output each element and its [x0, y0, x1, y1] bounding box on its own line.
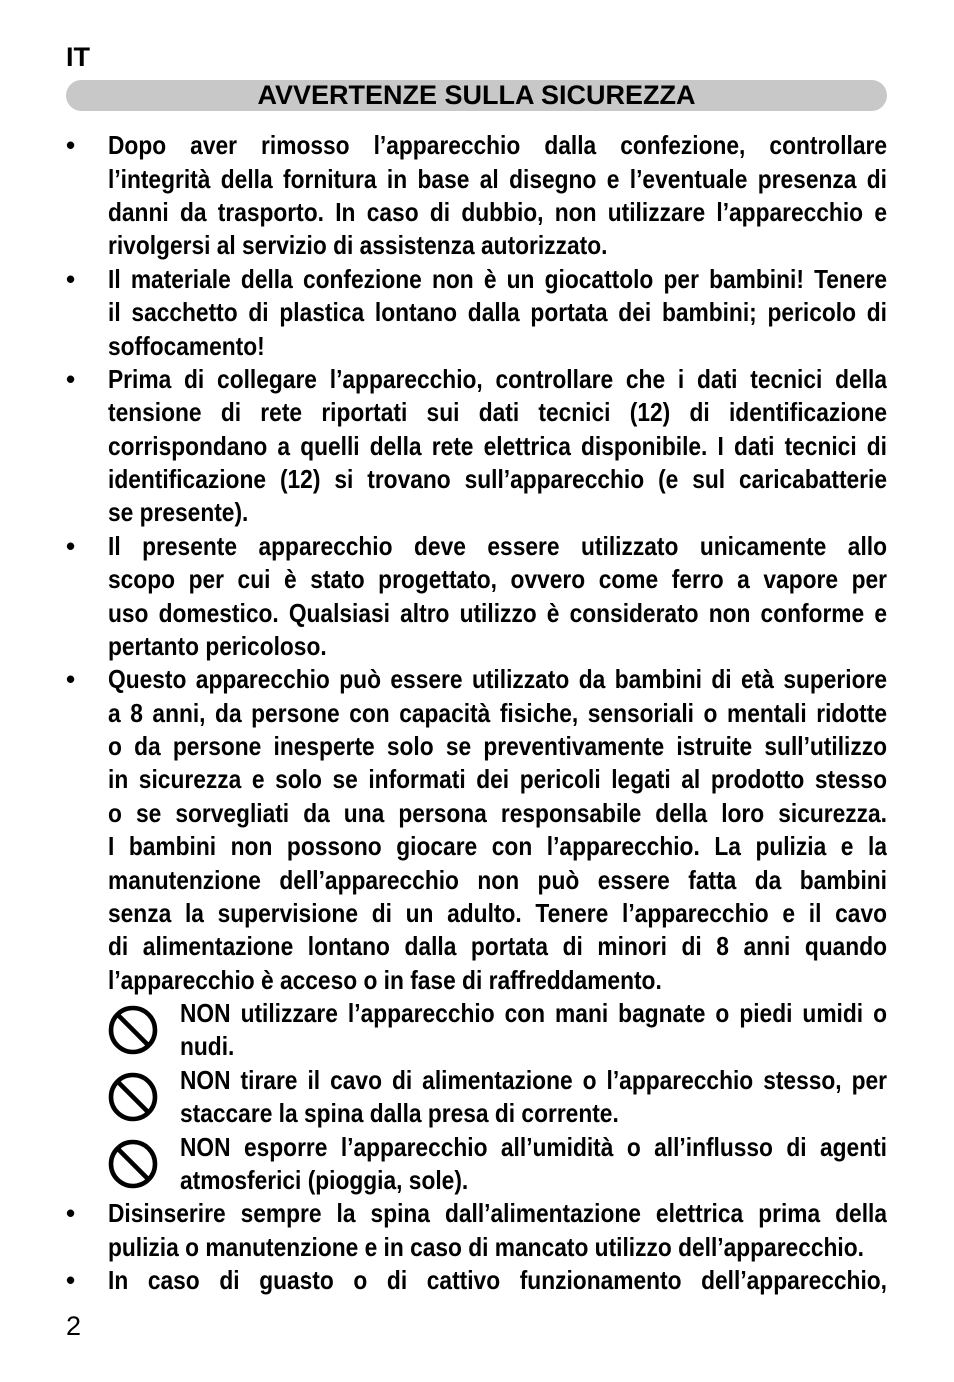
prohibition-text [180, 1131, 887, 1198]
bullet-text [108, 1197, 887, 1264]
text-line: scopo per cui è stato progettato, ovvero come ferro a vapore per [108, 564, 887, 595]
text-line: NON esporre l’apparecchio all’umidità o all’influsso di agenti [180, 1131, 887, 1162]
bullet-text [108, 263, 887, 363]
text-line: In caso di guasto o di cattivo funzionamento dell’apparecchio, [108, 1265, 887, 1296]
text-line: staccare la spina dalla presa di corrente. [180, 1098, 619, 1129]
prohibition-icon [108, 1139, 158, 1189]
bullet-marker: • [66, 130, 76, 161]
text-line: Questo apparecchio può essere utilizzato da bambini di età superiore [108, 664, 887, 695]
text-line: in sicurezza e solo se informati dei pericoli legati al prodotto stesso [108, 764, 887, 795]
safety-warnings-list [0, 129, 954, 1319]
prohibition-text [180, 997, 887, 1064]
safety-bullet-item [0, 1197, 954, 1264]
text-line: pertanto pericoloso. [108, 630, 327, 661]
bullet-marker: • [66, 530, 76, 561]
text-line: l’integrità della fornitura in base al disegno e l’eventuale presenza di [108, 163, 887, 194]
text-line: identificazione (12) si trovano sull’apparecchio (e sul caricabatterie [108, 464, 887, 495]
section-title: AVVERTENZE SULLA SICUREZZA [257, 80, 696, 110]
text-line: Il materiale della confezione non è un giocattolo per bambini! Tenere [108, 263, 887, 294]
prohibition-item [0, 1064, 954, 1131]
safety-bullet-item [0, 663, 954, 997]
text-line: I bambini non possono giocare con l’apparecchio. La pulizia e la [108, 831, 887, 862]
safety-bullet-item [0, 363, 954, 530]
text-line: pulizia o manutenzione e in caso di mancato utilizzo dell’apparecchio. [108, 1231, 864, 1262]
prohibition-icon [108, 1072, 158, 1122]
text-line: il sacchetto di plastica lontano dalla portata dei bambini; pericolo di [108, 297, 887, 328]
safety-bullet-item [0, 1264, 954, 1297]
text-line: soffocamento! [108, 330, 265, 361]
prohibition-item [0, 997, 954, 1064]
safety-bullet-item [0, 129, 954, 263]
safety-bullet-item [0, 530, 954, 664]
text-line: manutenzione dell’apparecchio non può essere fatta da bambini [108, 864, 887, 895]
text-line: NON tirare il cavo di alimentazione o l’apparecchio stesso, per [180, 1064, 887, 1095]
text-line: rivolgersi al servizio di assistenza autorizzato. [108, 230, 608, 261]
text-line: Disinserire sempre la spina dall’alimentazione elettrica prima della [108, 1198, 887, 1229]
safety-bullet-item [0, 263, 954, 363]
prohibition-text [180, 1064, 887, 1131]
text-line: a 8 anni, da persone con capacità fisiche, sensoriali o mentali ridotte [108, 697, 887, 728]
prohibition-item [0, 1131, 954, 1198]
section-title-bar [66, 80, 887, 111]
prohibition-icon [108, 1005, 158, 1055]
bullet-text [108, 129, 887, 263]
bullet-marker: • [66, 664, 76, 695]
text-line: Il presente apparecchio deve essere utilizzato unicamente allo [108, 530, 887, 561]
bullet-text [108, 663, 887, 997]
bullet-text [108, 363, 887, 530]
text-line: senza la supervisione di un adulto. Tenere l’apparecchio e il cavo [108, 897, 887, 928]
text-line: tensione di rete riportati sui dati tecnici (12) di identificazione [108, 397, 887, 428]
text-line: Dopo aver rimosso l’apparecchio dalla confezione, controllare [108, 130, 887, 161]
text-line: uso domestico. Qualsiasi altro utilizzo è considerato non conforme e [108, 597, 887, 628]
text-line: o se sorvegliati da una persona responsabile della loro sicurezza. [108, 797, 887, 828]
text-line: atmosferici (pioggia, sole). [180, 1164, 469, 1195]
text-line: o da persone inesperte solo se preventivamente istruite sull’utilizzo [108, 731, 887, 762]
language-code: IT [66, 42, 90, 72]
text-line: corrispondano a quelli della rete elettrica disponibile. I dati tecnici di [108, 430, 887, 461]
text-line: di alimentazione lontano dalla portata di minori di 8 anni quando [108, 931, 887, 962]
bullet-text [108, 1264, 887, 1297]
bullet-marker: • [66, 1198, 76, 1229]
text-line: nudi. [180, 1031, 235, 1062]
text-line: NON utilizzare l’apparecchio con mani bagnate o piedi umidi o [180, 998, 887, 1029]
page-number: 2 [66, 1311, 82, 1341]
text-line: danni da trasporto. In caso di dubbio, non utilizzare l’apparecchio e [108, 197, 887, 228]
text-line: se presente). [108, 497, 249, 528]
bullet-text [108, 530, 887, 664]
bullet-marker: • [66, 1265, 76, 1296]
bullet-marker: • [66, 363, 76, 394]
bullet-marker: • [66, 263, 76, 294]
text-line: l’apparecchio è acceso o in fase di raffreddamento. [108, 964, 662, 995]
text-line: Prima di collegare l’apparecchio, controllare che i dati tecnici della [108, 363, 887, 394]
